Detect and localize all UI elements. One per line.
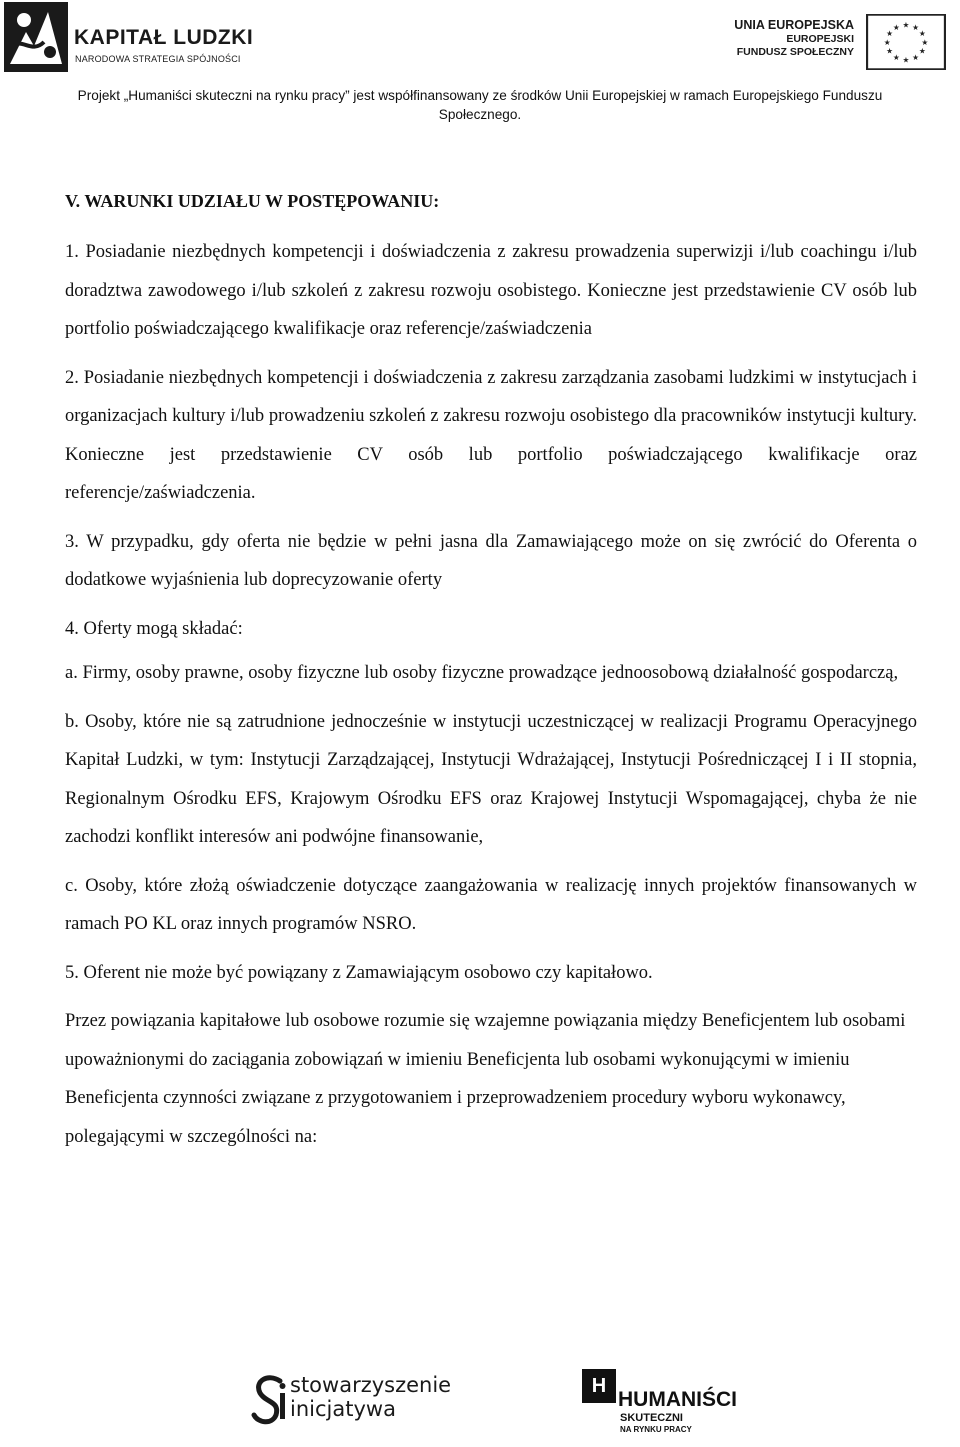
svg-text:★: ★ bbox=[918, 46, 926, 56]
svg-text:★: ★ bbox=[912, 22, 920, 32]
kapital-ludzki-title: KAPITAŁ LUDZKI bbox=[74, 26, 254, 49]
condition-4a: a. Firmy, osoby prawne, osoby fizyczne lub osoby fizyczne prowadzące jednoosobową działalność gospodarczą, bbox=[65, 663, 899, 683]
eu-logo-line1: UNIA EUROPEJSKA bbox=[734, 18, 854, 32]
condition-4b: b. Osoby, które nie są zatrudnione jednocześnie w instytucji uczestniczącej w realizacji Programu Operacyjnego Kapitał Ludzki, w tym: Instytucji Zarządzającej, Instytucji Wdrażającej, Instytucji Pośredniczącej I i II stopnia, Regionalnym Ośrodku EFS, Krajowym Ośrodku EFS oraz Krajowej Instytucji Wspomagającej, chyba że nie zachodzi konflikt interesów ani podwójne finansowanie, bbox=[65, 711, 917, 847]
eu-flag-icon bbox=[866, 14, 946, 70]
condition-3: 3. W przypadku, gdy oferta nie będzie w pełni jasna dla Zamawiającego może on się zwrócić do Oferenta o dodatkowe wyjaśnienia lub doprecyzowanie oferty bbox=[65, 531, 917, 590]
eu-logo-line2: EUROPEJSKI bbox=[786, 33, 854, 45]
si-logo-line1: stowarzyszenie bbox=[290, 1373, 452, 1397]
project-funding-line2: Społecznego. bbox=[438, 107, 522, 122]
svg-text:★: ★ bbox=[912, 52, 920, 62]
svg-text:★: ★ bbox=[921, 37, 929, 47]
kapital-ludzki-subtitle: NARODOWA STRATEGIA SPÓJNOŚCI bbox=[75, 54, 241, 64]
capital-ties-definition: Przez powiązania kapitałowe lub osobowe rozumie się wzajemne powiązania między Beneficjentem lub osobami upoważnionymi do zaciągania zobowiązań w imieniu Beneficjenta lub osobami wykonującymi w imieniu Beneficjenta czynności związane z przygotowaniem i przeprowadzeniem procedury wyboru wykonawcy, polegającymi w szczególności na: bbox=[65, 1011, 906, 1147]
kapital-ludzki-emblem-icon bbox=[4, 2, 68, 72]
page-footer bbox=[0, 1355, 960, 1447]
humanisci-h-icon: H bbox=[582, 1369, 616, 1403]
condition-4: 4. Oferty mogą składać: bbox=[65, 618, 243, 639]
svg-text:★: ★ bbox=[902, 20, 910, 30]
svg-text:★: ★ bbox=[883, 37, 891, 47]
svg-text:★: ★ bbox=[886, 29, 894, 39]
project-funding-line1: Projekt „Humaniści skuteczni na rynku pracy” jest współfinansowany ze środków Unii Europejskiej w ramach Europejskiego Funduszu bbox=[77, 88, 883, 103]
page-header bbox=[0, 0, 960, 130]
eu-logo-text bbox=[734, 18, 854, 59]
humanisci-name: HUMANIŚCI bbox=[618, 1388, 737, 1411]
svg-text:★: ★ bbox=[902, 55, 910, 65]
project-funding-note bbox=[0, 86, 960, 124]
svg-text:★: ★ bbox=[886, 46, 894, 56]
kapital-ludzki-logo bbox=[4, 2, 264, 72]
si-logo-text bbox=[290, 1373, 451, 1421]
stowarzyszenie-inicjatywa-logo bbox=[250, 1367, 450, 1433]
condition-2: 2. Posiadanie niezbędnych kompetencji i doświadczenia z zakresu zarządzania zasobami ludzkimi w instytucjach i organizacjach kultury i/lub prowadzeniu szkoleń z zakresu rozwoju osobistego dla pracowników instytucji kultury. Konieczne jest przedstawienie CV osób lub portfolio poświadczającego kwalifikacje oraz referencje/zaświadczenia. bbox=[65, 367, 917, 503]
svg-text:★: ★ bbox=[892, 22, 900, 32]
humanisci-subtitle2: NA RYNKU PRACY bbox=[620, 1425, 692, 1434]
condition-5: 5. Oferent nie może być powiązany z Zamawiającym osobowo czy kapitałowo. bbox=[65, 962, 653, 983]
si-logo-line2: inicjatywa bbox=[290, 1397, 396, 1421]
condition-4c: c. Osoby, które złożą oświadczenie dotyczące zaangażowania w realizację innych projektów finansowanych w ramach PO KL oraz innych programów NSRO. bbox=[65, 875, 917, 934]
humanisci-logo bbox=[582, 1363, 752, 1439]
section-heading: V. WARUNKI UDZIAŁU W POSTĘPOWANIU: bbox=[65, 191, 440, 211]
svg-text:★: ★ bbox=[892, 52, 900, 62]
eu-logo bbox=[696, 14, 946, 70]
si-emblem-icon bbox=[250, 1371, 288, 1427]
condition-1: 1. Posiadanie niezbędnych kompetencji i doświadczenia z zakresu prowadzenia superwizji i/lub coachingu i/lub doradztwa zawodowego i/lub szkoleń z zakresu rozwoju osobistego. Konieczne jest przedstawienie CV osób lub portfolio poświadczającego kwalifikacje oraz referencje/zaświadczenia bbox=[65, 242, 917, 339]
document-body bbox=[65, 183, 917, 1166]
eu-logo-line3: FUNDUSZ SPOŁECZNY bbox=[736, 46, 854, 58]
svg-text:★: ★ bbox=[918, 29, 926, 39]
humanisci-subtitle1: SKUTECZNI bbox=[620, 1412, 683, 1424]
